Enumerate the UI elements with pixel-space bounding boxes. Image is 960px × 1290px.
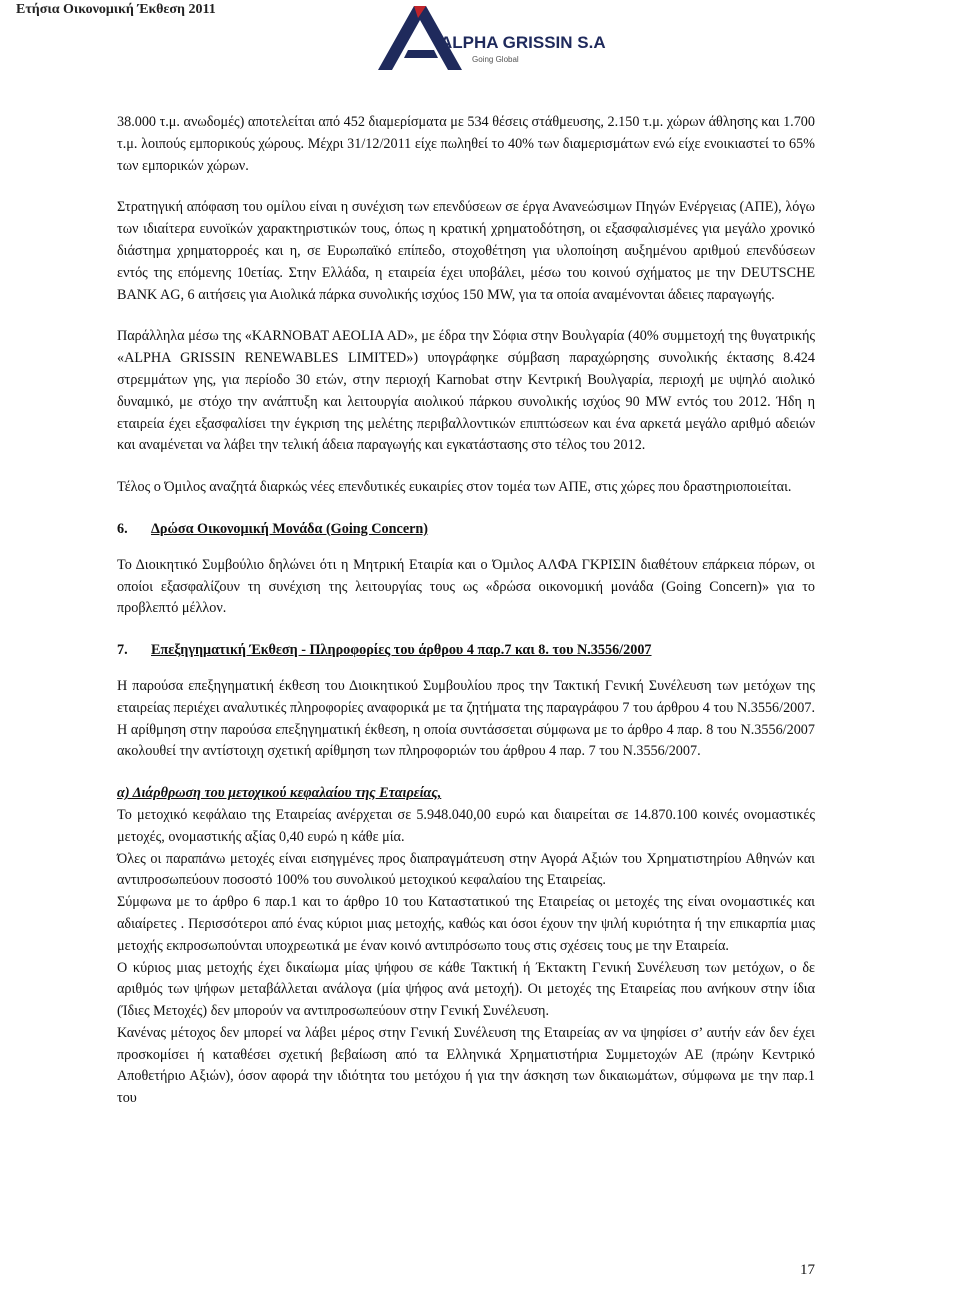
- subsection-a-line: Σύμφωνα με το άρθρο 6 παρ.1 και το άρθρο 10 του Καταστατικού της Εταιρείας οι μετοχές της είναι ονομαστικές και αδιαίρετες . Περισσότεροι από ένας κύριοι μιας μετοχής, καθώς και όσοι έχουν την ψιλή κυριότητα ή την επικαρπία μιας μετοχής εκπροσωπούνται υποχρεωτικά με έναν κοινό αντιπρόσωπο τους στις σχέσεις τους με την Εταιρεία.: [117, 894, 815, 954]
- document-body: [117, 112, 815, 1110]
- paragraph-res-strategy: Στρατηγική απόφαση του ομίλου είναι η συνέχιση των επενδύσεων σε έργα Ανανεώσιμων Πηγών Ενέργειας (ΑΠΕ), λόγω των ιδιαίτερα ευνοϊκών χαρακτηριστικών τους, όπως η κρατική χρηματοδότηση, οι εξασφαλισμένες για μεγάλο χρονικό διάστημα χρηματορροές και η, σε Ευρωπαϊκό επίπεδο, στοχοθέτηση για υλοποίηση αυξημένου αριθμού επενδύσεων εντός της επόμενης 10ετίας. Στην Ελλάδα, η εταιρεία έχει υποβάλει, μέσω του κοινού σχήματος με την DEUTSCHE BANK AG, 6 αιτήσεις για Αιολικά πάρκα συνολικής ισχύος 150 MW, για τα οποία αναμένονται άδειες παραγωγής.: [117, 199, 815, 303]
- company-logo: [368, 4, 606, 76]
- running-header: Ετήσια Οικονομική Έκθεση 2011: [16, 2, 216, 17]
- paragraph-karnobat: Παράλληλα μέσω της «KARNOBAT AEOLIA AD», με έδρα την Σόφια στην Βουλγαρία (40% συμμετοχή της θυγατρικής «ALPHA GRISSIN RENEWABLES LIMITED») υπογράφηκε σύμβαση παραχώρησης συνολικής έκτασης 8.424 στρεμμάτων γης, για περίοδο 30 ετών, στην περιοχή Karnobat στην Κεντρική Βουλγαρία, περιοχή με υψηλό αιολικό δυναμικό, με στόχο την ανάπτυξη και λειτουργία αιολικού πάρκου συνολικής ισχύος 90 MW εντός του 2012. Ήδη η εταιρεία έχει εξασφαλίσει την έγκριση της μελέτης περιβαλλοντικών επιπτώσεων και ένα αρκετά μεγάλο αριθμό αδειών και αναμένεται να λάβει την τελική άδεια παραγωγής και εγκατάστασης στο τέλος του 2012.: [117, 328, 815, 454]
- subsection-a-line: Κανένας μέτοχος δεν μπορεί να λάβει μέρος στην Γενική Συνέλευση της Εταιρείας αν να ψηφίσει σ’ αυτήν εάν δεν έχει προσκομίσει ή καταθέσει σχετική βεβαίωση από τα Ελληνικά Χρηματιστήρια Συμμετοχών ΑΕ (πρώην Κεντρικό Αποθετήριο Αξιών), όσον αφορά την ιδιότητα του μετόχου ή για την άσκηση των δικαιωμάτων, σύμφωνα με την παρ.1 του: [117, 1024, 815, 1107]
- paragraph-opportunities: Τέλος ο Όμιλος αναζητά διαρκώς νέες επενδυτικές ευκαιρίες στον τομέα των ΑΠΕ, στις χώρες που δραστηριοποιείται.: [117, 479, 792, 496]
- subsection-a-line: Το μετοχικό κεφάλαιο της Εταιρείας ανέρχεται σε 5.948.040,00 ευρώ και διαιρείται σε 14.870.100 κοινές ονομαστικές μετοχές, ονομαστικής αξίας 0,40 ευρώ η κάθε μία.: [117, 806, 815, 845]
- subsection-a-line: Ο κύριος μιας μετοχής έχει δικαίωμα μίας ψήφου σε κάθε Τακτική ή Έκτακτη Γενική Συνέλευση των μετόχων, ο δε αριθμός των ψήφων μεταβάλλεται ανάλογα (μία ψήφος ανά μετοχή). Οι μετοχές της Εταιρείας που ανήκουν στην ίδια (Ίδιες Μετοχές) δεν μπορούν να αντιπροσωπεύουν στην Γενική Συνέλευση.: [117, 959, 815, 1020]
- logo-subtext: Going Global: [472, 55, 519, 64]
- subsection-a-title: α) Διάρθρωση του μετοχικού κεφαλαίου της Εταιρείας,: [117, 785, 442, 802]
- section-6-number: 6.: [117, 520, 128, 537]
- section-7-title: Επεξηγηματική Έκθεση - Πληροφορίες του άρθρου 4 παρ.7 και 8. του Ν.3556/2007: [151, 642, 652, 659]
- logo-text: ALPHA GRISSIN S.A: [440, 33, 606, 52]
- section-7-body: Η παρούσα επεξηγηματική έκθεση του Διοικητικού Συμβουλίου προς την Τακτική Γενική Συνέλευση των μετόχων της εταιρείας περιέχει αναλυτικές πληροφορίες αναφορικά με τα ζητήματα της παραγράφου 7 του άρθρου 4 του Ν.3556/2007. Η αρίθμηση στην παρούσα επεξηγηματική έκθεση, η οποία συντάσσεται σύμφωνα με το άρθρο 4 παρ. 8 του Ν.3556/2007 ακολουθεί την αντίστοιχη σχετική αρίθμηση των πληροφοριών του άρθρου 4 παρ. 7 του Ν.3556/2007.: [117, 677, 815, 760]
- section-6-heading: [117, 519, 815, 541]
- subsection-a-line: Όλες οι παραπάνω μετοχές είναι εισηγμένες προς διαπραγμάτευση στην Αγορά Αξιών του Χρηματιστηρίου Αθηνών και αντιπροσωπεύουν ποσοστό 100% του συνολικού μετοχικού κεφαλαίου της Εταιρείας.: [117, 850, 815, 889]
- section-6-body: Το Διοικητικό Συμβούλιο δηλώνει ότι η Μητρική Εταιρία και ο Όμιλος ΑΛΦΑ ΓΚΡΙΣΙΝ διαθέτουν επάρκεια πόρων, οι οποίοι εξασφαλίζουν τη συνέχιση της λειτουργίας τους ως «δρώσα οικονομική μονάδα (Going Concern)» για το προβλεπτό μέλλον.: [117, 556, 815, 617]
- page-number: 17: [800, 1262, 815, 1278]
- section-7-number: 7.: [117, 642, 128, 659]
- section-6-title: Δρώσα Οικονομική Μονάδα (Going Concern): [151, 520, 429, 537]
- section-7-heading: [117, 640, 815, 662]
- paragraph-apartments: 38.000 τ.μ. ανωδομές) αποτελείται από 452 διαμερίσματα με 534 θέσεις στάθμευσης, 2.150 τ.μ. χώρων άθλησης και 1.700 τ.μ. λοιπούς εμπορικούς χώρους. Μέχρι 31/12/2011 είχε πωληθεί το 40% των διαμερισμάτων ενώ είχε ενοικιαστεί το 65% των εμπορικών χώρων.: [117, 114, 815, 174]
